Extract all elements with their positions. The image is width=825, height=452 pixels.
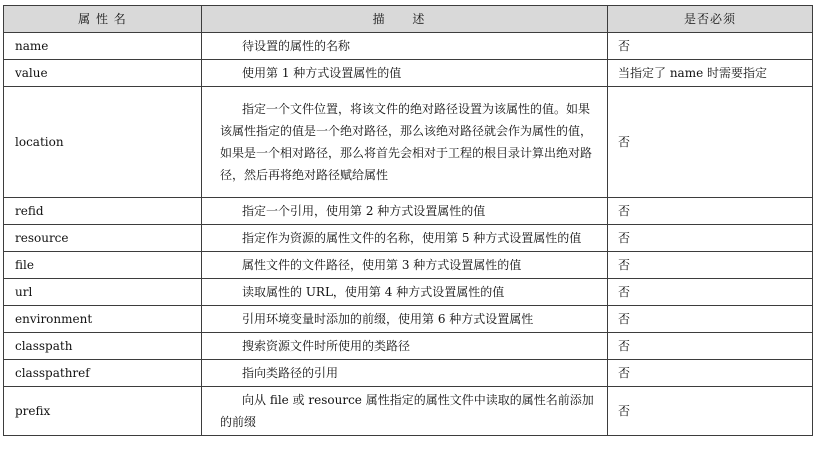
attr-desc-cell: 搜索资源文件时所使用的类路径 (202, 333, 608, 360)
table-row (4, 225, 813, 252)
header-required: 是否必须 (608, 6, 813, 33)
table-row (4, 60, 813, 87)
table-row (4, 87, 813, 198)
attr-required-cell: 否 (608, 306, 813, 333)
attr-desc-cell: 指定作为资源的属性文件的名称，使用第 5 种方式设置属性的值 (202, 225, 608, 252)
header-description: 描 述 (202, 6, 608, 33)
header-attribute-name: 属 性 名 (4, 6, 202, 33)
attr-required-cell: 否 (608, 198, 813, 225)
table-row (4, 198, 813, 225)
attr-desc-cell: 使用第 1 种方式设置属性的值 (202, 60, 608, 87)
attr-name-cell: classpath (4, 333, 202, 360)
attr-name-cell: refid (4, 198, 202, 225)
table-row (4, 360, 813, 387)
header-row (4, 6, 813, 33)
attr-required-cell: 否 (608, 252, 813, 279)
attr-name-cell: prefix (4, 387, 202, 436)
attr-desc-cell: 指向类路径的引用 (202, 360, 608, 387)
attr-required-cell: 否 (608, 225, 813, 252)
attr-desc-cell: 待设置的属性的名称 (202, 33, 608, 60)
attr-name-cell: url (4, 279, 202, 306)
attr-required-cell: 否 (608, 333, 813, 360)
property-attributes-table (3, 5, 813, 436)
attr-name-cell: classpathref (4, 360, 202, 387)
attr-name-cell: location (4, 87, 202, 198)
attr-required-cell: 否 (608, 87, 813, 198)
attr-required-cell: 否 (608, 360, 813, 387)
table-row (4, 33, 813, 60)
attr-name-cell: environment (4, 306, 202, 333)
attr-required-cell: 否 (608, 387, 813, 436)
attr-desc-cell: 向从 file 或 resource 属性指定的属性文件中读取的属性名前添加的前缀 (202, 387, 608, 436)
table-row (4, 387, 813, 436)
attr-required-cell: 否 (608, 33, 813, 60)
table-row (4, 252, 813, 279)
attr-required-cell: 当指定了 name 时需要指定 (608, 60, 813, 87)
attr-desc-cell: 指定一个引用，使用第 2 种方式设置属性的值 (202, 198, 608, 225)
attr-name-cell: file (4, 252, 202, 279)
attr-desc-cell: 属性文件的文件路径，使用第 3 种方式设置属性的值 (202, 252, 608, 279)
table-row (4, 333, 813, 360)
attr-required-cell: 否 (608, 279, 813, 306)
attr-desc-cell: 读取属性的 URL，使用第 4 种方式设置属性的值 (202, 279, 608, 306)
attr-name-cell: resource (4, 225, 202, 252)
attr-name-cell: name (4, 33, 202, 60)
attr-name-cell: value (4, 60, 202, 87)
table-row (4, 279, 813, 306)
table-row (4, 306, 813, 333)
attr-desc-cell: 指定一个文件位置，将该文件的绝对路径设置为该属性的值。如果该属性指定的值是一个绝对路径，那么该绝对路径就会作为属性的值，如果是一个相对路径，那么将首先会相对于工程的根目录计算出绝对路径，然后再将绝对路径赋给属性 (202, 87, 608, 198)
attr-desc-cell: 引用环境变量时添加的前缀，使用第 6 种方式设置属性 (202, 306, 608, 333)
